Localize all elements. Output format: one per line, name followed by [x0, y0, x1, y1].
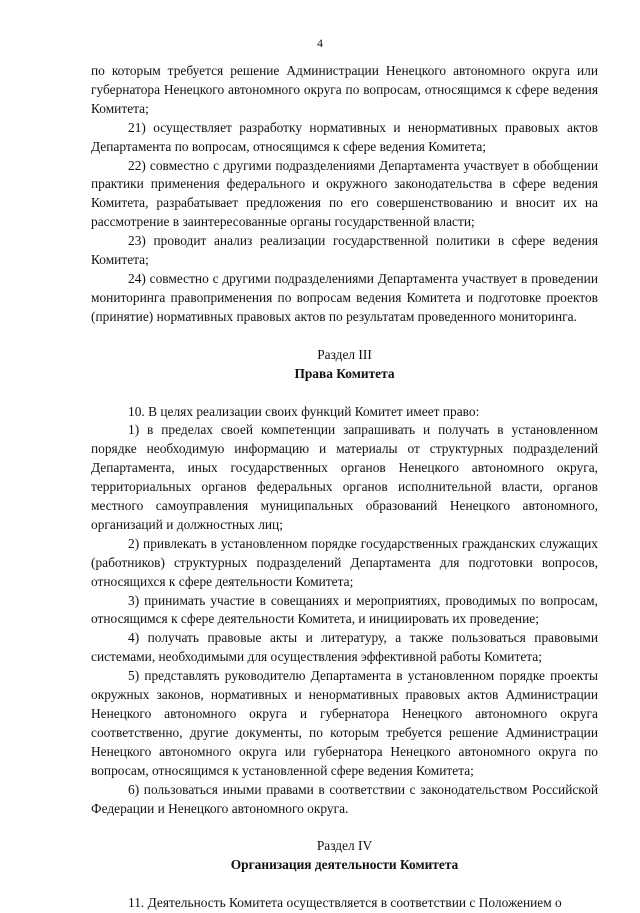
paragraph-right-5: 5) представлять руководителю Департамента в установленном порядке проекты окружных законов, нормативных и ненормативных правовых актов Администрации Ненецкого автономного округа и губернатора Ненецкого автономного округа соответственно, другие документы, по которым требуется решение Администрации Ненецкого автономного округа или губернатора Ненецкого автономного округа по вопросам, относящимся к установленной сфере ведения Комитета;	[91, 668, 598, 778]
paragraph-item-11: 11. Деятельность Комитета осуществляется в соответствии с Положением о	[128, 895, 562, 911]
paragraph-right-4: 4) получать правовые акты и литературу, а также пользоваться правовыми системами, необходимыми для осуществления эффективной работы Комитета;	[91, 630, 598, 665]
paragraph-right-3: 3) принимать участие в совещаниях и мероприятиях, проводимых по вопросам, относящимся к сфере деятельности Комитета, и инициировать их проведение;	[91, 592, 598, 627]
document-body	[91, 62, 598, 913]
section-3-heading: Раздел III	[317, 346, 372, 362]
paragraph-right-1: 1) в пределах своей компетенции запрашивать и получать в установленном порядке необходимую информацию и материалы от структурных подразделений Департамента, иных государственных органов Ненецкого автономного округа, территориальных органов федеральных органов исполнительной власти, органов местного самоуправления муниципальных образований Ненецкого автономного, организаций и должностных лиц;	[91, 422, 598, 532]
paragraph-item-24: 24) совместно с другими подразделениями Департамента участвует в проведении мониторинга правоприменения по вопросам ведения Комитета и подготовке проектов (принятие) нормативных правовых актов по результатам проведенного мониторинга.	[91, 270, 598, 324]
paragraph-item-23: 23) проводит анализ реализации государственной политики в сфере ведения Комитета;	[91, 233, 598, 268]
paragraph-right-2: 2) привлекать в установленном порядке государственных гражданских служащих (работников) структурных подразделений Департамента для подготовки вопросов, относящихся к сфере деятельности Комитета;	[91, 535, 598, 589]
paragraph-item-21: 21) осуществляет разработку нормативных и ненормативных правовых актов Департамента по вопросам, относящимся к сфере ведения Комитета;	[91, 119, 598, 154]
page-number: 4	[317, 36, 323, 50]
paragraph-item-22: 22) совместно с другими подразделениями Департамента участвует в обобщении практики применения федерального и окружного законодательства в сфере ведения Комитета, разрабатывает предложения по его совершенствованию и вносит их на рассмотрение в заинтересованные органы государственной власти;	[91, 157, 598, 230]
paragraph-continuation: по которым требуется решение Администрации Ненецкого автономного округа или губернатора Ненецкого автономного округа по вопросам, относящимся к сфере ведения Комитета;	[91, 63, 598, 116]
section-3-title: Права Комитета	[294, 365, 395, 381]
section-4-heading: Раздел IV	[316, 838, 373, 854]
paragraph-right-6: 6) пользоваться иными правами в соответствии с законодательством Российской Федерации и Ненецкого автономного округа.	[91, 781, 598, 816]
section-4-title: Организация деятельности Комитета	[230, 857, 459, 873]
paragraph-10-intro: 10. В целях реализации своих функций Комитет имеет право:	[128, 403, 480, 419]
